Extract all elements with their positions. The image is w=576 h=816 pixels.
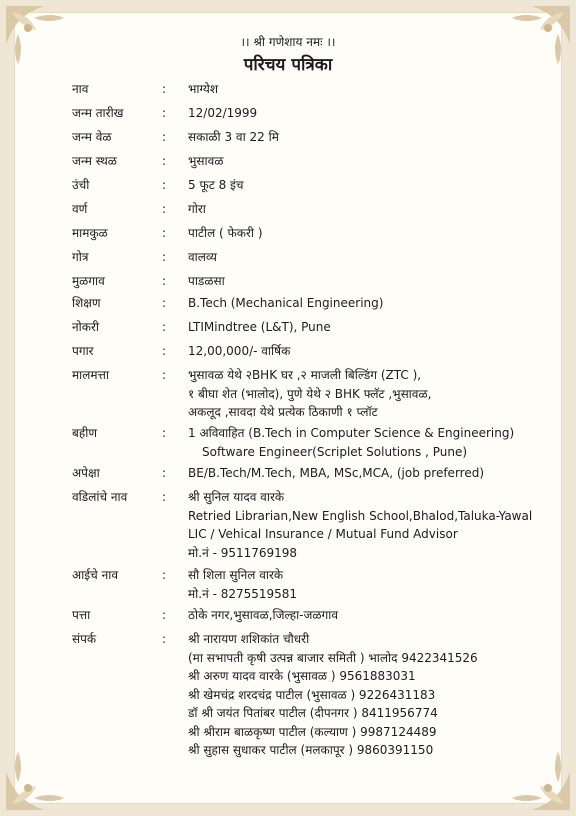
detail-value-line: Retried Librarian,New English School,Bhalod,Taluka-Yawal <box>188 508 533 523</box>
detail-separator: : <box>162 344 167 358</box>
detail-value <box>188 318 568 337</box>
detail-value-line: 1 अविवाहित (B.Tech in Computer Science & Engineering) <box>188 426 515 440</box>
detail-value-line: श्री नारायण शशिकांत चौधरी <box>188 632 310 646</box>
detail-label: नोकरी <box>72 320 100 334</box>
detail-separator: : <box>162 154 167 168</box>
detail-separator: : <box>162 130 167 144</box>
detail-value-line: वालव्य <box>188 250 217 264</box>
detail-value-line: श्री सुनिल यादव वारके <box>188 490 285 504</box>
detail-value-line: पाडळसा <box>188 274 225 288</box>
detail-value <box>188 152 568 171</box>
invocation-text: ।। श्री गणेशाय नमः ।। <box>240 35 336 49</box>
detail-value <box>188 630 568 760</box>
detail-value-line: भाग्येश <box>188 82 219 96</box>
detail-label: संपर्क <box>72 632 97 646</box>
detail-value <box>188 294 568 313</box>
detail-label: शिक्षण <box>72 296 101 310</box>
detail-value <box>188 200 568 219</box>
detail-value-line: LTIMindtree (L&T), Pune <box>188 320 331 334</box>
detail-separator: : <box>162 106 167 120</box>
detail-value-line: LIC / Vehical Insurance / Mutual Fund Advisor <box>188 527 458 541</box>
detail-label: जन्म वेळ <box>72 130 112 144</box>
detail-value-line: BE/B.Tech/M.Tech, MBA, MSc,MCA, (job preferred) <box>188 466 485 480</box>
detail-label: जन्म स्थळ <box>72 154 117 168</box>
detail-value <box>188 342 568 361</box>
detail-value-line: B.Tech (Mechanical Engineering) <box>188 296 384 310</box>
detail-label: पत्ता <box>72 608 91 622</box>
detail-separator: : <box>162 466 167 480</box>
detail-separator: : <box>162 608 167 622</box>
detail-label: आईचे नाव <box>72 568 119 582</box>
detail-value <box>188 566 568 603</box>
detail-value-line: 5 फूट 8 इंच <box>188 178 244 192</box>
detail-label: पगार <box>72 344 94 358</box>
detail-label: नाव <box>72 82 89 96</box>
detail-value <box>188 80 568 99</box>
detail-separator: : <box>162 274 167 288</box>
detail-value-line: 12,00,000/- वार्षिक <box>188 344 291 358</box>
detail-separator: : <box>162 178 167 192</box>
detail-value <box>188 176 568 195</box>
detail-value-line: पाटील ( फेकरी ) <box>188 226 263 240</box>
detail-value-line: श्री खेमचंद्र शरदचंद्र पाटील (भुसावळ ) 9226431183 <box>188 687 436 702</box>
detail-separator: : <box>162 202 167 216</box>
detail-value-line: श्री अरुण यादव वारके (भुसावळ ) 9561883031 <box>188 669 416 683</box>
detail-value <box>188 224 568 243</box>
detail-separator: : <box>162 426 167 440</box>
detail-value-line: भुसावळ <box>188 154 224 168</box>
detail-label: मुळगाव <box>72 274 105 288</box>
detail-value-line: भुसावळ येथे २BHK घर ,२ माजली बिल्डिंग (ZTC ), <box>188 368 422 382</box>
detail-value <box>188 104 568 123</box>
detail-label: उंची <box>72 178 90 192</box>
detail-label: गोत्र <box>72 250 89 264</box>
detail-value-line: सौ शिला सुनिल वारके <box>188 568 284 582</box>
detail-label: अपेक्षा <box>72 466 100 480</box>
detail-value-line: मो.नं - 8275519581 <box>188 586 298 601</box>
detail-separator: : <box>162 320 167 334</box>
detail-value-line: गोरा <box>188 202 206 216</box>
detail-value-line: Software Engineer(Scriplet Solutions , Pune) <box>202 444 468 459</box>
detail-separator: : <box>162 296 167 310</box>
detail-value <box>188 606 568 625</box>
detail-value-line: ठोके नगर,भुसावळ,जिल्हा-जळगाव <box>188 608 339 622</box>
detail-value <box>188 272 568 291</box>
detail-value-line: (मा सभापती कृषी उत्पन्न बाजार समिती ) भालोद 9422341526 <box>188 650 478 665</box>
detail-value <box>188 488 568 562</box>
detail-label: जन्म तारीख <box>72 106 124 120</box>
detail-label: वडिलांचे नाव <box>72 490 128 504</box>
detail-value-line: 12/02/1999 <box>188 106 258 120</box>
detail-label: मामकुळ <box>72 226 108 240</box>
detail-value-line: श्री श्रीराम बाळकृष्ण पाटील (कल्याण ) 9987124489 <box>188 724 437 739</box>
detail-separator: : <box>162 82 167 96</box>
detail-separator: : <box>162 368 167 382</box>
page-title: परिचय पत्रिका <box>243 55 333 75</box>
detail-separator: : <box>162 568 167 582</box>
detail-value <box>188 366 568 422</box>
detail-value-line: सकाळी 3 वा 22 मि <box>188 130 279 144</box>
detail-value <box>188 464 568 483</box>
detail-separator: : <box>162 250 167 264</box>
detail-value-line: मो.नं - 9511769198 <box>188 545 298 560</box>
detail-value-line: अकलूद ,सावदा येथे प्रत्येक ठिकाणी १ प्लॉट <box>188 405 378 419</box>
detail-value-line: डॉ श्री जयंत पितांबर पाटील (दीपनगर ) 8411956774 <box>188 706 438 720</box>
detail-value-line: श्री सुहास सुधाकर पाटील (मलकापूर ) 9860391150 <box>188 743 434 757</box>
detail-label: बहीण <box>72 426 98 440</box>
detail-value-line: १ बीघा शेत (भालोद), पुणे येथे २ BHK फ्लॅट ,भुसावळ, <box>188 386 432 401</box>
detail-label: मालमत्ता <box>72 368 109 382</box>
detail-label: वर्ण <box>72 202 88 216</box>
detail-separator: : <box>162 632 167 646</box>
detail-separator: : <box>162 490 167 504</box>
detail-value <box>188 248 568 267</box>
detail-value <box>188 128 568 147</box>
detail-value <box>188 424 568 461</box>
detail-separator: : <box>162 226 167 240</box>
